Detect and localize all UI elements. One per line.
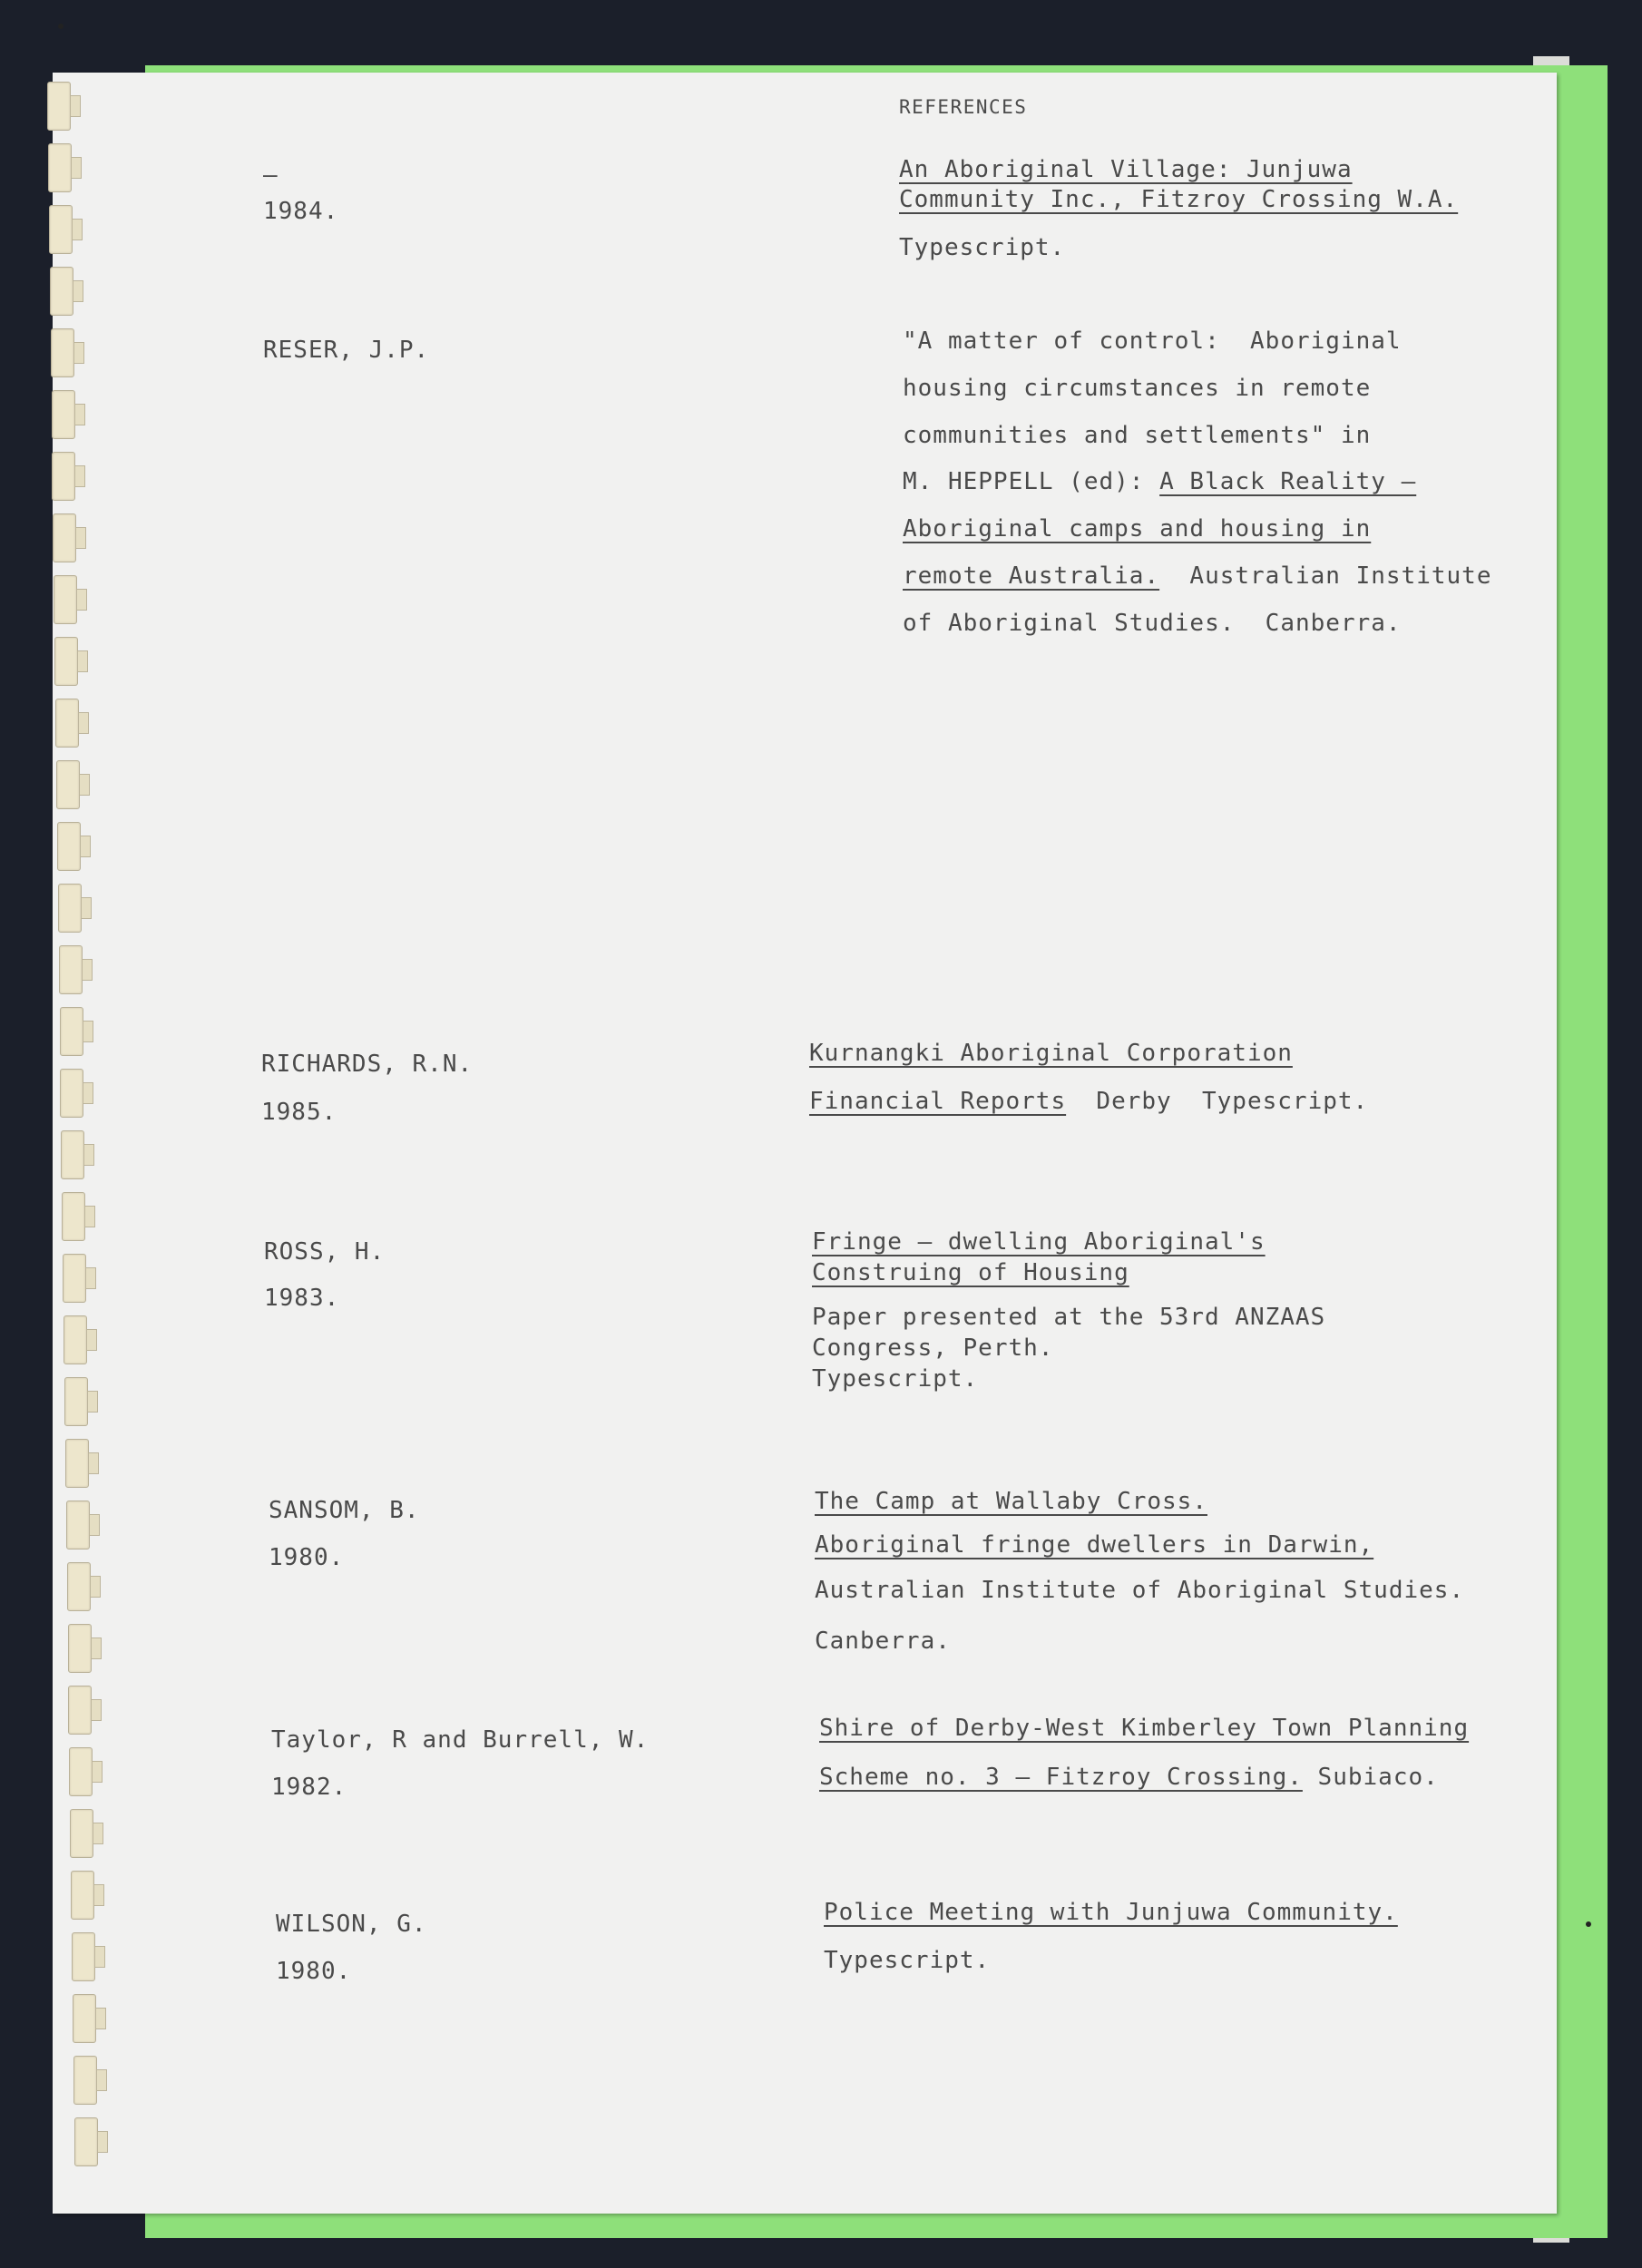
reference-title-segment: Scheme no. 3 – Fitzroy Crossing. [819, 1764, 1303, 1791]
reference-line [809, 1090, 1368, 1113]
reference-author: ROSS, H. [264, 1238, 386, 1266]
binding-tooth [68, 1686, 92, 1735]
binding-tooth [50, 267, 73, 316]
reference-line: Shire of Derby-West Kimberley Town Planning [819, 1715, 1470, 1742]
reference-author: – [263, 161, 279, 189]
binding-tooth [52, 452, 75, 501]
reference-year: 1983. [264, 1285, 340, 1312]
reference-author: RICHARDS, R.N. [261, 1051, 474, 1078]
binding-tooth [60, 1069, 83, 1118]
reference-segment: Derby Typescript. [1066, 1088, 1369, 1115]
reference-line: Community Inc., Fitzroy Crossing W.A. [899, 186, 1459, 213]
scan-speck [58, 24, 64, 29]
reference-line: of Aboriginal Studies. Canberra. [903, 610, 1402, 637]
reference-line: The Camp at Wallaby Cross. [815, 1488, 1207, 1515]
binding-tooth [48, 143, 72, 192]
binding-tooth [66, 1501, 90, 1549]
binding-tooth [55, 699, 79, 748]
binding-tooth [61, 1130, 84, 1179]
reference-line: An Aboriginal Village: Junjuwa [899, 156, 1353, 183]
binding-tooth [63, 1254, 86, 1303]
reference-year: 1982. [271, 1774, 347, 1801]
binding-tooth [73, 1994, 96, 2043]
binding-tooth [57, 822, 81, 871]
reference-line: housing circumstances in remote [903, 375, 1372, 402]
reference-line [819, 1765, 1439, 1789]
reference-line: Construing of Housing [812, 1259, 1129, 1286]
binding-tooth [64, 1315, 87, 1364]
binding-tooth [74, 2117, 98, 2166]
binding-tooth [68, 1624, 92, 1673]
binding-tooth [65, 1439, 89, 1488]
reference-title-segment: remote Australia. [903, 562, 1160, 590]
reference-line: Typescript. [812, 1365, 979, 1393]
reference-title-segment: Financial Reports [809, 1088, 1067, 1115]
binding-tooth [60, 1007, 83, 1056]
reference-line: Kurnangki Aboriginal Corporation [809, 1040, 1293, 1067]
reference-line [903, 470, 1416, 494]
reference-title-segment: A Black Reality – [1159, 468, 1417, 495]
binding-tooth [62, 1192, 85, 1241]
reference-line: Congress, Perth. [812, 1334, 1054, 1362]
binding-tooth [52, 390, 75, 439]
binding-tooth [56, 760, 80, 809]
reference-author: Taylor, R and Burrell, W. [271, 1726, 650, 1754]
reference-author: RESER, J.P. [263, 337, 430, 364]
binding-tooth [73, 2056, 97, 2105]
reference-line: Canberra. [815, 1628, 951, 1655]
reference-line: Typescript. [824, 1947, 991, 1974]
comb-binding [47, 82, 102, 2214]
document-page [53, 73, 1557, 2214]
binding-tooth [54, 637, 78, 686]
binding-tooth [64, 1377, 88, 1426]
binding-tooth [49, 205, 73, 254]
reference-line: Fringe – dwelling Aboriginal's [812, 1228, 1266, 1256]
binding-tooth [54, 575, 77, 624]
binding-tooth [69, 1747, 93, 1796]
reference-line: Typescript. [899, 234, 1066, 261]
binding-tooth [72, 1932, 95, 1981]
page-heading: REFERENCES [899, 96, 1028, 118]
binding-tooth [71, 1871, 94, 1920]
binding-tooth [58, 884, 82, 933]
reference-line: "A matter of control: Aboriginal [903, 327, 1402, 355]
reference-segment: Subiaco. [1302, 1764, 1439, 1791]
reference-line: Australian Institute of Aboriginal Studies. [815, 1577, 1465, 1604]
reference-segment: Australian Institute [1159, 562, 1492, 590]
binding-tooth [51, 328, 74, 377]
reference-line: Aboriginal camps and housing in [903, 515, 1372, 543]
reference-author: SANSOM, B. [269, 1497, 420, 1524]
reference-year: 1980. [269, 1544, 345, 1571]
reference-line: Aboriginal fringe dwellers in Darwin, [815, 1531, 1374, 1559]
reference-line [903, 564, 1491, 588]
reference-author: WILSON, G. [276, 1911, 427, 1938]
reference-segment: M. HEPPELL (ed): [903, 468, 1160, 495]
binding-tooth [67, 1562, 91, 1611]
binding-tooth [53, 513, 76, 562]
reference-line: Police Meeting with Junjuwa Community. [824, 1899, 1398, 1926]
binding-tooth [70, 1809, 93, 1858]
reference-year: 1980. [276, 1958, 352, 1985]
reference-line: Paper presented at the 53rd ANZAAS [812, 1304, 1326, 1331]
reference-year: 1984. [263, 198, 339, 225]
binding-tooth [59, 945, 83, 994]
binding-tooth [47, 82, 71, 131]
reference-year: 1985. [261, 1099, 337, 1126]
reference-line: communities and settlements" in [903, 422, 1372, 449]
scan-speck [1586, 1921, 1591, 1927]
